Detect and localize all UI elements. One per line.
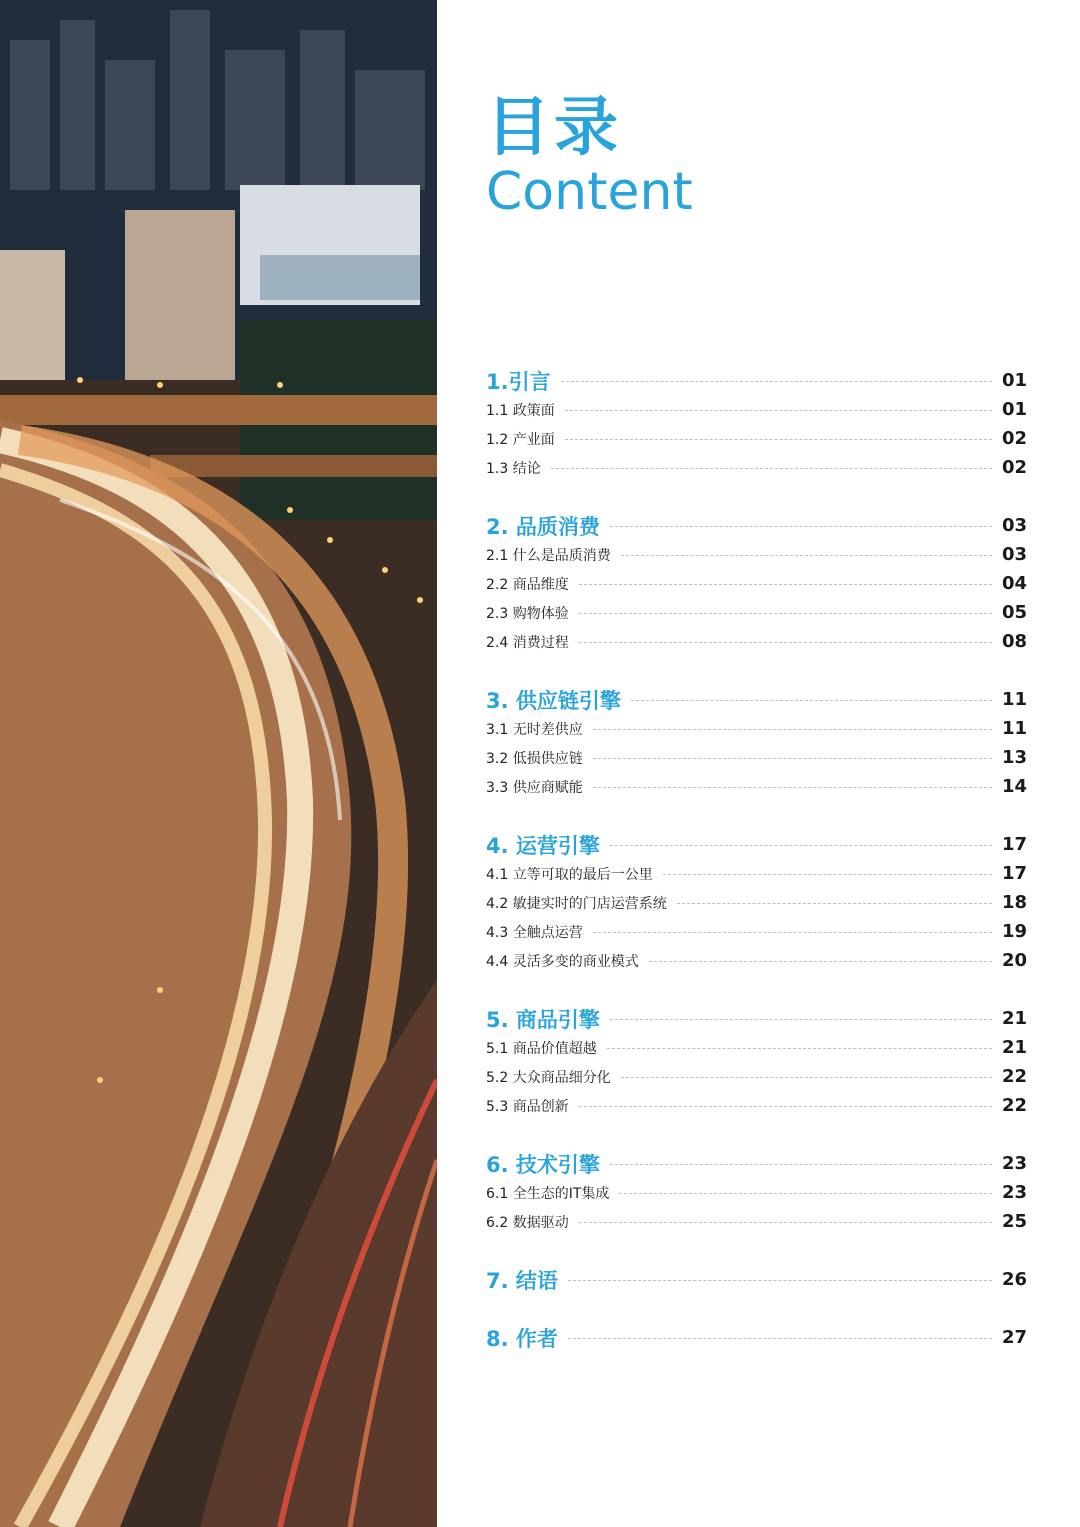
dot-leader [631,700,992,701]
toc-subsection-entry[interactable] [486,946,1026,975]
toc-chapter-entry-page-number: 01 [1002,370,1028,391]
toc-chapter-entry-label: 5. 商品引擎 [486,1007,600,1032]
toc-subsection-entry[interactable] [486,627,1026,656]
toc-subsection-entry[interactable] [486,1178,1026,1207]
dot-leader [677,903,992,904]
dot-leader [610,1164,992,1165]
toc-subsection-entry[interactable] [486,424,1026,453]
toc-chapter-entry[interactable] [486,830,1026,859]
dot-leader [579,642,992,643]
dot-leader [561,381,992,382]
dot-leader [621,1077,992,1078]
page-subtitle: Content [486,162,693,222]
toc-subsection-entry[interactable] [486,540,1026,569]
toc-chapter-entry-label: 2. 品质消费 [486,514,600,539]
toc-subsection-entry-page-number: 17 [1002,863,1028,884]
toc-chapter-entry-page-number: 27 [1002,1327,1028,1348]
toc-chapter-entry[interactable] [486,1265,1026,1294]
toc-subsection-entry-page-number: 18 [1002,892,1028,913]
toc-chapter-entry[interactable] [486,1004,1026,1033]
toc-subsection-entry[interactable] [486,569,1026,598]
toc-chapter-entry-page-number: 11 [1002,689,1028,710]
dot-leader [565,410,992,411]
toc-chapter-entry-label: 8. 作者 [486,1326,558,1351]
toc-subsection-entry-label: 3.3 供应商赋能 [486,779,583,796]
toc-subsection-entry-page-number: 22 [1002,1066,1028,1087]
toc-subsection-entry-label: 2.3 购物体验 [486,605,569,622]
toc-subsection-entry-label: 4.3 全触点运营 [486,924,583,941]
toc-subsection-entry[interactable] [486,1062,1026,1091]
dot-leader [593,787,992,788]
toc-chapter-entry[interactable] [486,685,1026,714]
dot-leader [619,1193,992,1194]
table-of-contents [486,366,1026,1381]
toc-subsection-entry-label: 1.2 产业面 [486,431,555,448]
toc-subsection-entry[interactable] [486,772,1026,801]
toc-subsection-entry-page-number: 19 [1002,921,1028,942]
toc-chapter-entry-page-number: 17 [1002,834,1028,855]
toc-subsection-entry-page-number: 08 [1002,631,1028,652]
dot-leader [593,932,992,933]
toc-subsection-entry-label: 2.4 消费过程 [486,634,569,651]
toc-subsection-entry-page-number: 21 [1002,1037,1028,1058]
toc-subsection-entry-page-number: 23 [1002,1182,1028,1203]
toc-section-8 [486,1323,1026,1352]
toc-subsection-entry[interactable] [486,453,1026,482]
toc-section-3 [486,685,1026,801]
toc-subsection-entry-page-number: 22 [1002,1095,1028,1116]
toc-subsection-entry-label: 6.1 全生态的IT集成 [486,1185,610,1202]
toc-subsection-entry-page-number: 25 [1002,1211,1028,1232]
toc-subsection-entry-page-number: 03 [1002,544,1028,565]
dot-leader [565,439,992,440]
dot-leader [579,613,992,614]
toc-chapter-entry-label: 3. 供应链引擎 [486,688,621,713]
toc-subsection-entry-page-number: 20 [1002,950,1028,971]
toc-subsection-entry-page-number: 11 [1002,718,1028,739]
toc-subsection-entry-page-number: 04 [1002,573,1028,594]
toc-subsection-entry[interactable] [486,743,1026,772]
toc-section-2 [486,511,1026,656]
toc-subsection-entry-label: 1.3 结论 [486,460,541,477]
toc-subsection-entry-page-number: 05 [1002,602,1028,623]
dot-leader [607,1048,992,1049]
dot-leader [551,468,992,469]
toc-chapter-entry-label: 4. 运营引擎 [486,833,600,858]
dot-leader [610,845,992,846]
highway-illustration [0,0,437,1527]
toc-subsection-entry-label: 5.3 商品创新 [486,1098,569,1115]
toc-subsection-entry[interactable] [486,917,1026,946]
toc-subsection-entry-label: 5.2 大众商品细分化 [486,1069,611,1086]
toc-chapter-entry-page-number: 26 [1002,1269,1028,1290]
toc-subsection-entry-label: 4.4 灵活多变的商业模式 [486,953,639,970]
toc-subsection-entry-page-number: 14 [1002,776,1028,797]
dot-leader [649,961,992,962]
toc-subsection-entry-label: 3.2 低损供应链 [486,750,583,767]
dot-leader [579,1222,992,1223]
toc-subsection-entry-label: 6.2 数据驱动 [486,1214,569,1231]
toc-chapter-entry[interactable] [486,1149,1026,1178]
dot-leader [610,1019,992,1020]
toc-section-7 [486,1265,1026,1294]
toc-subsection-entry[interactable] [486,859,1026,888]
toc-section-1 [486,366,1026,482]
toc-subsection-entry-label: 4.2 敏捷实时的门店运营系统 [486,895,667,912]
dot-leader [568,1280,992,1281]
dot-leader [568,1338,992,1339]
toc-chapter-entry[interactable] [486,511,1026,540]
toc-subsection-entry[interactable] [486,598,1026,627]
toc-subsection-entry-label: 1.1 政策面 [486,402,555,419]
toc-subsection-entry-page-number: 02 [1002,428,1028,449]
toc-subsection-entry-page-number: 01 [1002,399,1028,420]
toc-chapter-entry-label: 7. 结语 [486,1268,558,1293]
toc-chapter-entry-page-number: 23 [1002,1153,1028,1174]
toc-subsection-entry-label: 4.1 立等可取的最后一公里 [486,866,653,883]
toc-section-6 [486,1149,1026,1236]
city-highway-night-photo [0,0,437,1527]
toc-chapter-entry-page-number: 03 [1002,515,1028,536]
toc-subsection-entry[interactable] [486,1033,1026,1062]
toc-subsection-entry[interactable] [486,714,1026,743]
toc-chapter-entry-page-number: 21 [1002,1008,1028,1029]
dot-leader [579,584,992,585]
toc-section-4 [486,830,1026,975]
toc-subsection-entry[interactable] [486,888,1026,917]
toc-chapter-entry-label: 6. 技术引擎 [486,1152,600,1177]
dot-leader [593,758,992,759]
toc-subsection-entry[interactable] [486,1091,1026,1120]
toc-chapter-entry[interactable] [486,1323,1026,1352]
dot-leader [579,1106,992,1107]
toc-subsection-entry-label: 5.1 商品价值超越 [486,1040,597,1057]
dot-leader [663,874,992,875]
toc-subsection-entry[interactable] [486,1207,1026,1236]
toc-subsection-entry-label: 3.1 无时差供应 [486,721,583,738]
toc-chapter-entry-label: 1.引言 [486,369,551,394]
toc-chapter-entry[interactable] [486,366,1026,395]
toc-section-5 [486,1004,1026,1120]
toc-subsection-entry-page-number: 02 [1002,457,1028,478]
toc-subsection-entry[interactable] [486,395,1026,424]
dot-leader [621,555,992,556]
dot-leader [610,526,992,527]
toc-subsection-entry-label: 2.2 商品维度 [486,576,569,593]
dot-leader [593,729,992,730]
toc-subsection-entry-label: 2.1 什么是品质消费 [486,547,611,564]
toc-subsection-entry-page-number: 13 [1002,747,1028,768]
page-title: 目录 [486,91,622,165]
